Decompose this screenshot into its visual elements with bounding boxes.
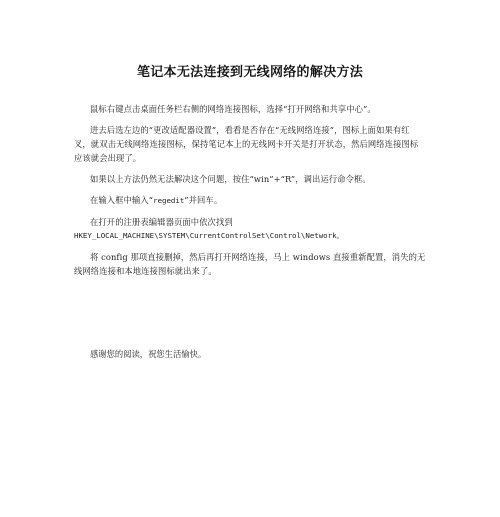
registry-path-intro: 在打开的注册表编辑器页面中依次找到 — [90, 217, 233, 227]
document-body — [74, 102, 426, 285]
regedit-text-before: 在输入框中输入“ — [90, 195, 154, 205]
registry-path: HKEY_LOCAL_MACHINE\SYSTEM\CurrentControlSet\Control\Network。 — [74, 231, 344, 240]
paragraph-adapter-settings: 进去后选左边的“更改适配器设置”，看看是否存在“无线网络连接”，图标上面如果有红叉，就双击无线网络连接图标，保持笔记本上的无线网卡开关是打开状态，然后网络连接图标应该就会出现了。 — [74, 125, 419, 163]
paragraph-registry-path — [74, 215, 426, 243]
regedit-command: regedit — [153, 196, 185, 205]
paragraph-open-network-center: 鼠标右键点击桌面任务栏右侧的网络连接图标，选择“打开网络和共享中心”。 — [90, 104, 376, 114]
config-keyword: config — [101, 252, 128, 262]
regedit-text-after: ”并回车。 — [184, 195, 223, 205]
closing-message: 感谢您的阅读，祝您生活愉快。 — [90, 349, 207, 359]
delete-config-text-before: 将 — [90, 252, 102, 262]
paragraph-run-dialog: 如果以上方法仍然无法解决这个问题，按住“win”+“R”，调出运行命令框。 — [90, 174, 371, 184]
paragraph-delete-config — [74, 250, 426, 278]
delete-config-text-after: 直接重新配置，消失的无线网络连接和本地连接图标就出来了。 — [74, 252, 426, 276]
paragraph-enter-regedit — [74, 193, 426, 208]
delete-config-text-middle: 那项直接删掉，然后再打开网络连接，马上 — [127, 252, 293, 262]
windows-keyword: windows — [292, 252, 331, 262]
document-title: 笔记本无法连接到无线网络的解决方法 — [136, 65, 364, 80]
